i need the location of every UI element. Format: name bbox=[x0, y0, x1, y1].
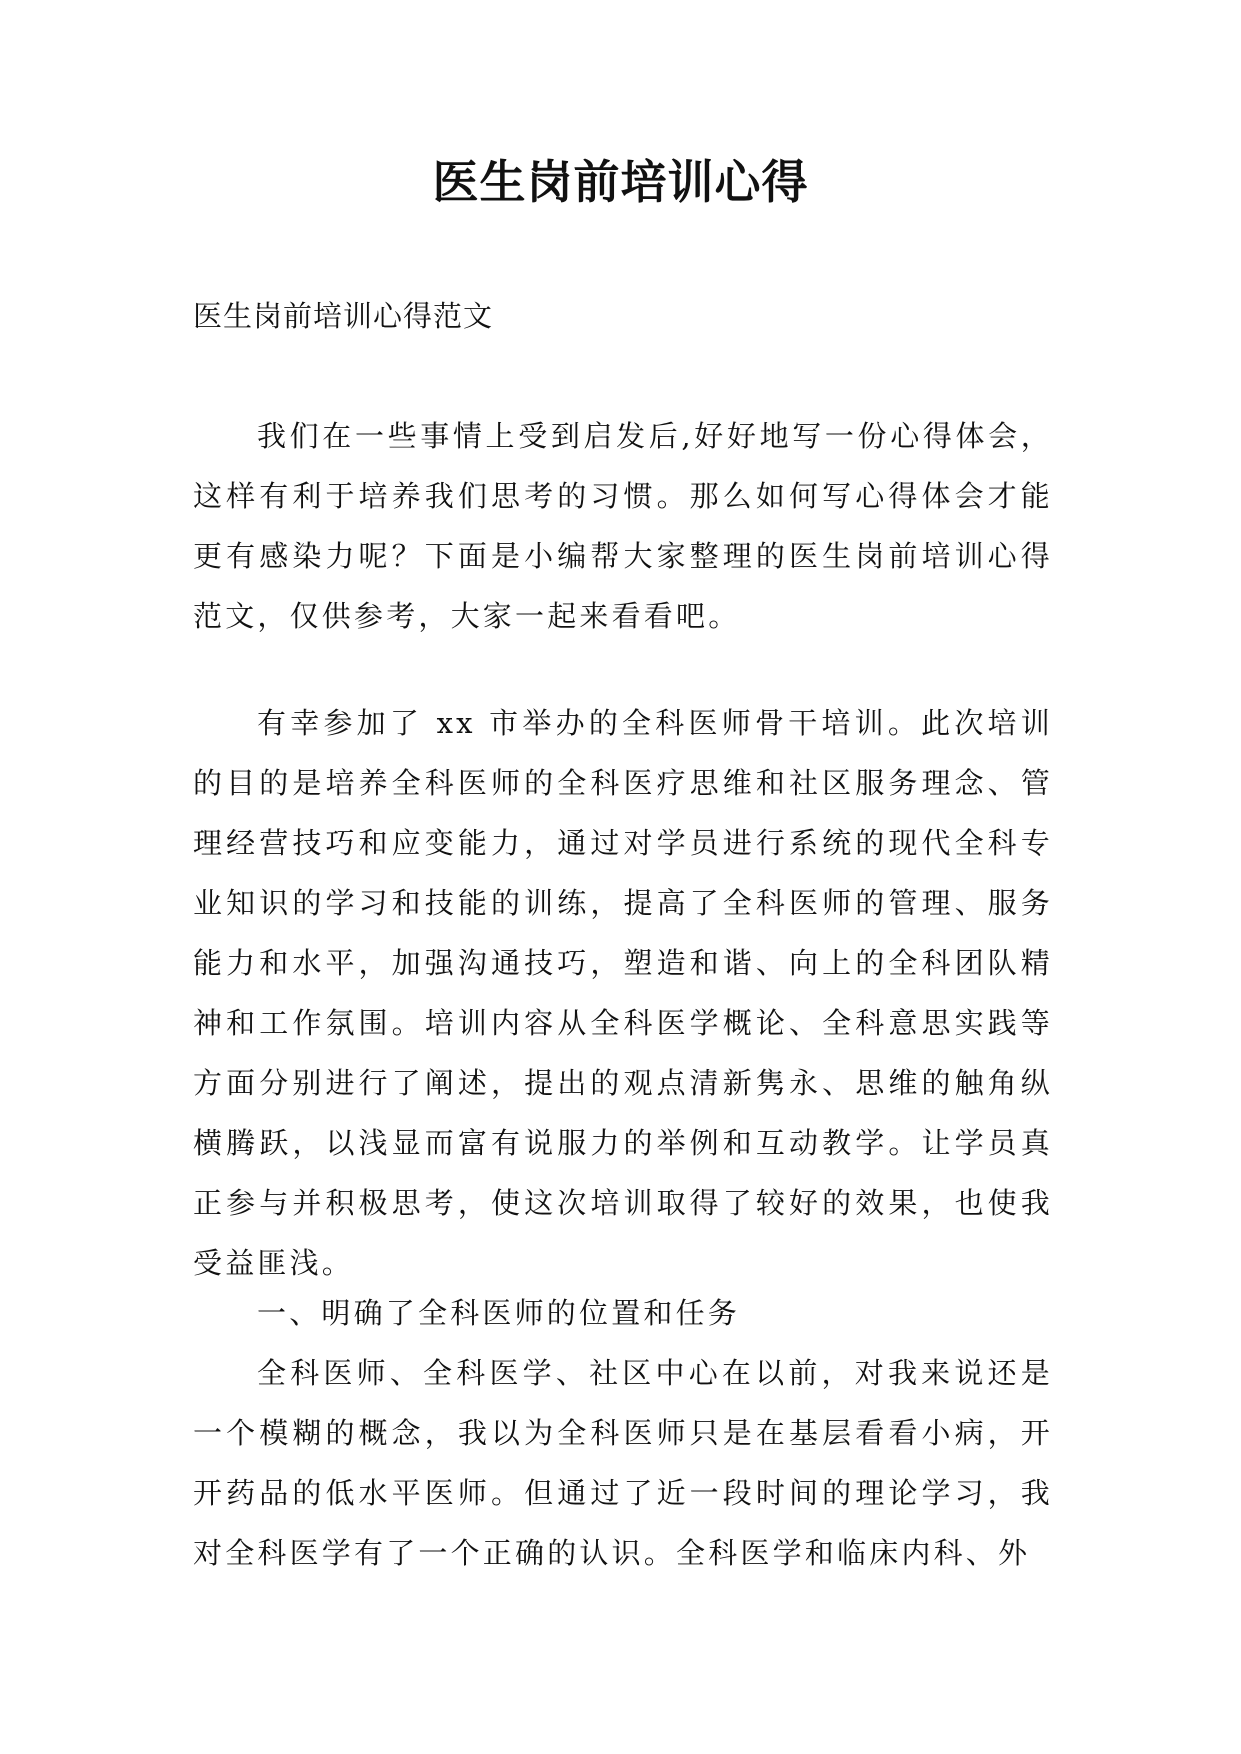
document-title: 医生岗前培训心得 bbox=[432, 155, 809, 209]
body-paragraph-2: 全科医师、全科医学、社区中心在以前，对我来说还是一个模糊的概念，我以为全科医师只是在基层看看小病，开开药品的低水平医师。但通过了近一段时间的理论学习，我对全科医学有了一个正确的认识。全科医学和临床内科、外 bbox=[193, 1356, 1053, 1570]
document-subtitle: 医生岗前培训心得范文 bbox=[193, 299, 494, 333]
body-paragraph-1: 有幸参加了 xx 市举办的全科医师骨干培训。此次培训的目的是培养全科医师的全科医疗思维和社区服务理念、管理经营技巧和应变能力，通过对学员进行系统的现代全科专业知识的学习和技能的训练，提高了全科医师的管理、服务能力和水平，加强沟通技巧，塑造和谐、向上的全科团队精神和工作氛围。培训内容从全科医学概论、全科意思实践等方面分别进行了阐述，提出的观点清新隽永、思维的触角纵横腾跃，以浅显而富有说服力的举例和互动教学。让学员真正参与并积极思考，使这次培训取得了较好的效果，也使我受益匪浅。 bbox=[193, 706, 1053, 1280]
section-heading-1: 一、明确了全科医师的位置和任务 bbox=[257, 1296, 741, 1330]
intro-paragraph: 我们在一些事情上受到启发后,好好地写一份心得体会，这样有利于培养我们思考的习惯。那么如何写心得体会才能更有感染力呢？下面是小编帮大家整理的医生岗前培训心得范文，仅供参考，大家一起来看看吧。 bbox=[193, 419, 1053, 633]
